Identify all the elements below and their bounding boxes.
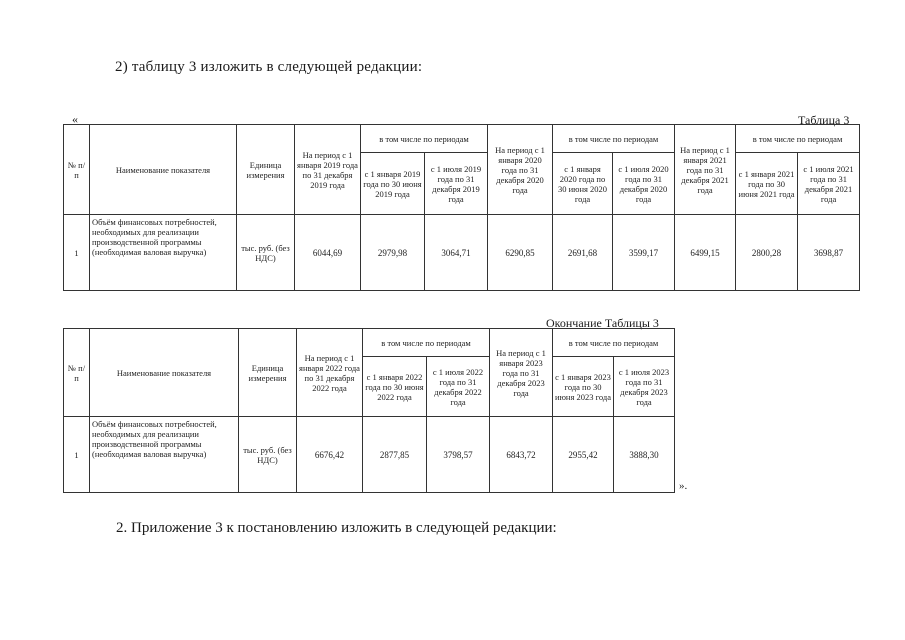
annex-heading: 2. Приложение 3 к постановлению изложить в следующей редакции: (116, 520, 557, 536)
header-second-half: с 1 июля 2021 года по 31 декабря 2021 года (798, 153, 860, 215)
row-no: 1 (64, 215, 90, 291)
value-first-half: 2691,68 (553, 215, 613, 291)
header-indicator-name: Наименование показателя (90, 125, 237, 215)
header-by-periods: в том числе по периодам (736, 125, 860, 153)
header-second-half: с 1 июля 2019 года по 31 декабря 2019 года (425, 153, 488, 215)
value-first-half: 2877,85 (363, 417, 427, 493)
value-total: 6843,72 (490, 417, 553, 493)
table-3-caption: Таблица 3 (798, 113, 850, 127)
header-indicator-name: Наименование показателя (90, 329, 239, 417)
value-total: 6290,85 (488, 215, 553, 291)
header-by-periods: в том числе по периодам (553, 329, 675, 357)
header-first-half: с 1 января 2019 года по 30 июня 2019 года (361, 153, 425, 215)
value-second-half: 3698,87 (798, 215, 860, 291)
value-second-half: 3798,57 (427, 417, 490, 493)
header-second-half: с 1 июля 2022 года по 31 декабря 2022 года (427, 357, 490, 417)
header-period-total: На период с 1 января 2023 года по 31 декабря 2023 года (490, 329, 553, 417)
header-second-half: с 1 июля 2023 года по 31 декабря 2023 года (614, 357, 675, 417)
table-3 (63, 124, 860, 291)
value-first-half: 2800,28 (736, 215, 798, 291)
header-second-half: с 1 июля 2020 года по 31 декабря 2020 года (613, 153, 675, 215)
header-period-total: На период с 1 января 2020 года по 31 декабря 2020 года (488, 125, 553, 215)
header-by-periods: в том числе по периодам (361, 125, 488, 153)
closing-quote: ». (679, 480, 688, 492)
value-total: 6499,15 (675, 215, 736, 291)
value-second-half: 3888,30 (614, 417, 675, 493)
row-no: 1 (64, 417, 90, 493)
header-period-total: На период с 1 января 2021 года по 31 декабря 2021 года (675, 125, 736, 215)
table-row (64, 417, 675, 493)
amendment-heading: 2) таблицу 3 изложить в следующей редакции: (115, 59, 423, 75)
header-by-periods: в том числе по периодам (553, 125, 675, 153)
value-first-half: 2979,98 (361, 215, 425, 291)
row-unit: тыс. руб. (без НДС) (237, 215, 295, 291)
value-second-half: 3064,71 (425, 215, 488, 291)
header-first-half: с 1 января 2022 года по 30 июня 2022 года (363, 357, 427, 417)
value-second-half: 3599,17 (613, 215, 675, 291)
header-first-half: с 1 января 2021 года по 30 июня 2021 года (736, 153, 798, 215)
header-period-total: На период с 1 января 2022 года по 31 декабря 2022 года (297, 329, 363, 417)
row-indicator-name: Объём финансовых потребностей, необходимых для реализации производственной программы (необходимая валовая выручка) (90, 215, 237, 291)
table-row (64, 215, 860, 291)
header-unit: Единица измерения (239, 329, 297, 417)
header-first-half: с 1 января 2023 года по 30 июня 2023 года (553, 357, 614, 417)
value-total: 6044,69 (295, 215, 361, 291)
header-by-periods: в том числе по периодам (363, 329, 490, 357)
value-first-half: 2955,42 (553, 417, 614, 493)
row-indicator-name: Объём финансовых потребностей, необходимых для реализации производственной программы (необходимая валовая выручка) (90, 417, 239, 493)
header-no: № п/п (64, 125, 90, 215)
header-first-half: с 1 января 2020 года по 30 июня 2020 года (553, 153, 613, 215)
opening-quote: « (72, 112, 78, 126)
value-total: 6676,42 (297, 417, 363, 493)
row-unit: тыс. руб. (без НДС) (239, 417, 297, 493)
header-no: № п/п (64, 329, 90, 417)
table-3-end (63, 328, 675, 493)
table-3-end-caption: Окончание Таблицы 3 (546, 316, 659, 330)
header-unit: Единица измерения (237, 125, 295, 215)
header-period-total: На период с 1 января 2019 года по 31 декабря 2019 года (295, 125, 361, 215)
